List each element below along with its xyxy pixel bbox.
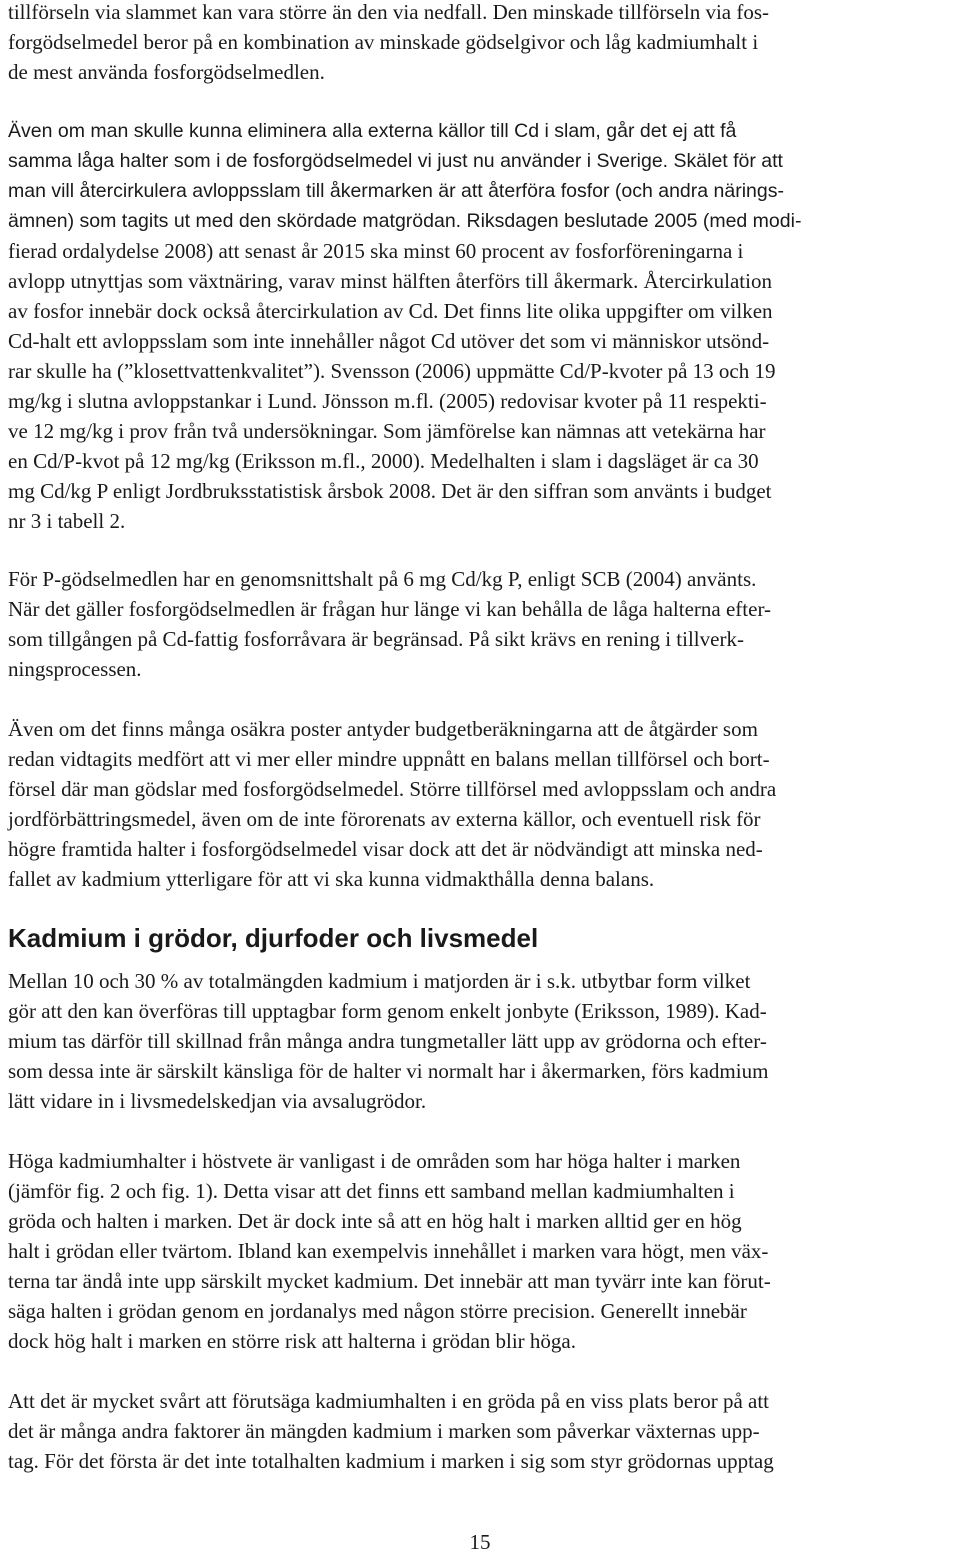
section-paragraph-1 bbox=[8, 966, 768, 1116]
text-line: ämnen) som tagits ut med den skördade matgrödan. Riksdagen beslutade 2005 (med modi- bbox=[8, 210, 802, 232]
text-line: som tillgången på Cd-fattig fosforråvara är begränsad. På sikt krävs en rening i tillverk- bbox=[8, 627, 744, 651]
text-line: nr 3 i tabell 2. bbox=[8, 509, 126, 533]
text-line: terna tar ändå inte upp särskilt mycket kadmium. Det innebär att man tyvärr inte kan förut- bbox=[8, 1269, 771, 1293]
paragraph-1 bbox=[8, 0, 769, 87]
text-line: lätt vidare in i livsmedelskedjan via avsalugrödor. bbox=[8, 1089, 427, 1113]
text-line: mium tas därför till skillnad från många andra tungmetaller lätt upp av grödorna och efter- bbox=[8, 1029, 767, 1053]
text-line: gröda och halten i marken. Det är dock inte så att en hög halt i marken alltid ger en hög bbox=[8, 1209, 742, 1233]
page-number: 15 bbox=[469, 1530, 491, 1554]
text-line: högre framtida halter i fosforgödselmedel visar dock att det är nödvändigt att minska ned- bbox=[8, 837, 763, 861]
text-line: För P-gödselmedlen har en genomsnittshalt på 6 mg Cd/kg P, enligt SCB (2004) använts. bbox=[8, 567, 757, 591]
text-line: halt i grödan eller tvärtom. Ibland kan exempelvis innehållet i marken vara högt, men väx- bbox=[8, 1239, 769, 1263]
paragraph-3 bbox=[8, 564, 771, 684]
text-line: ve 12 mg/kg i prov från två undersökningar. Som jämförelse kan nämnas att vetekärna har bbox=[8, 419, 766, 443]
text-line: tag. För det första är det inte totalhalten kadmium i marken i sig som styr grödornas upptag bbox=[8, 1449, 774, 1473]
paragraph-4 bbox=[8, 714, 776, 894]
paragraph-2 bbox=[8, 116, 801, 536]
section-paragraph-3 bbox=[8, 1386, 774, 1476]
text-line: försel där man gödslar med fosforgödselmedel. Större tillförsel med avloppsslam och andra bbox=[8, 777, 777, 801]
text-line: det är många andra faktorer än mängden kadmium i marken som påverkar växternas upp- bbox=[8, 1419, 760, 1443]
section-paragraph-2 bbox=[8, 1146, 771, 1356]
text-line: mg/kg i slutna avloppstankar i Lund. Jönsson m.fl. (2005) redovisar kvoter på 11 respekti- bbox=[8, 389, 767, 413]
text-line: som dessa inte är särskilt känsliga för de halter vi normalt har i åkermarken, förs kadmium bbox=[8, 1059, 769, 1083]
text-line: rar skulle ha (”klosettvattenkvalitet”). Svensson (2006) uppmätte Cd/P-kvoter på 13 och 19 bbox=[8, 359, 776, 383]
text-line: redan vidtagits medfört att vi mer eller mindre uppnått en balans mellan tillförsel och bort- bbox=[8, 747, 770, 771]
text-line: fierad ordalydelse 2008) att senast år 2015 ska minst 60 procent av fosforföreningarna i bbox=[8, 239, 744, 263]
text-line: man vill återcirkulera avloppsslam till åkermarken är att återföra fosfor (och andra närings- bbox=[8, 180, 784, 202]
text-line: dock hög halt i marken en större risk att halterna i grödan blir höga. bbox=[8, 1329, 576, 1353]
text-line: tillförseln via slammet kan vara större än den via nedfall. Den minskade tillförseln via fos- bbox=[8, 0, 770, 24]
text-line: Höga kadmiumhalter i höstvete är vanligast i de områden som har höga halter i marken bbox=[8, 1149, 741, 1173]
text-line: en Cd/P-kvot på 12 mg/kg (Eriksson m.fl., 2000). Medelhalten i slam i dagsläget är ca 30 bbox=[8, 449, 759, 473]
text-line: de mest använda fosforgödselmedlen. bbox=[8, 60, 325, 84]
text-line: Även om man skulle kunna eliminera alla externa källor till Cd i slam, går det ej att få bbox=[8, 120, 737, 142]
text-line: Cd-halt ett avloppsslam som inte innehåller något Cd utöver det som vi människor utsönd- bbox=[8, 329, 770, 353]
section-heading: Kadmium i grödor, djurfoder och livsmedel bbox=[8, 923, 539, 953]
text-line: jordförbättringsmedel, även om de inte förorenats av externa källor, och eventuell risk för bbox=[8, 807, 761, 831]
text-line: fallet av kadmium ytterligare för att vi ska kunna vidmakthålla denna balans. bbox=[8, 867, 655, 891]
text-line: När det gäller fosforgödselmedlen är frågan hur länge vi kan behålla de låga halterna efter- bbox=[8, 597, 772, 621]
text-line: Även om det finns många osäkra poster antyder budgetberäkningarna att de åtgärder som bbox=[8, 717, 758, 741]
text-line: avlopp utnyttjas som växtnäring, varav minst hälften återförs till åkermark. Återcirkulation bbox=[8, 269, 772, 293]
text-line: av fosfor innebär dock också återcirkulation av Cd. Det finns lite olika uppgifter om vilken bbox=[8, 299, 773, 323]
text-line: gör att den kan överföras till upptagbar form genom enkelt jonbyte (Eriksson, 1989). Kad- bbox=[8, 999, 767, 1023]
text-line: mg Cd/kg P enligt Jordbruksstatistisk årsbok 2008. Det är den siffran som använts i budget bbox=[8, 479, 772, 503]
text-line: samma låga halter som i de fosforgödselmedel vi just nu använder i Sverige. Skälet för att bbox=[8, 150, 783, 172]
text-line: Att det är mycket svårt att förutsäga kadmiumhalten i en gröda på en viss plats beror på att bbox=[8, 1389, 770, 1413]
text-line: forgödselmedel beror på en kombination av minskade gödselgivor och låg kadmiumhalt i bbox=[8, 30, 759, 54]
text-line: (jämför fig. 2 och fig. 1). Detta visar att det finns ett samband mellan kadmiumhalten i bbox=[8, 1179, 735, 1203]
text-line: Mellan 10 och 30 % av totalmängden kadmium i matjorden är i s.k. utbytbar form vilket bbox=[8, 969, 751, 993]
text-line: ningsprocessen. bbox=[8, 657, 142, 681]
text-line: säga halten i grödan genom en jordanalys med någon större precision. Generellt innebär bbox=[8, 1299, 747, 1323]
